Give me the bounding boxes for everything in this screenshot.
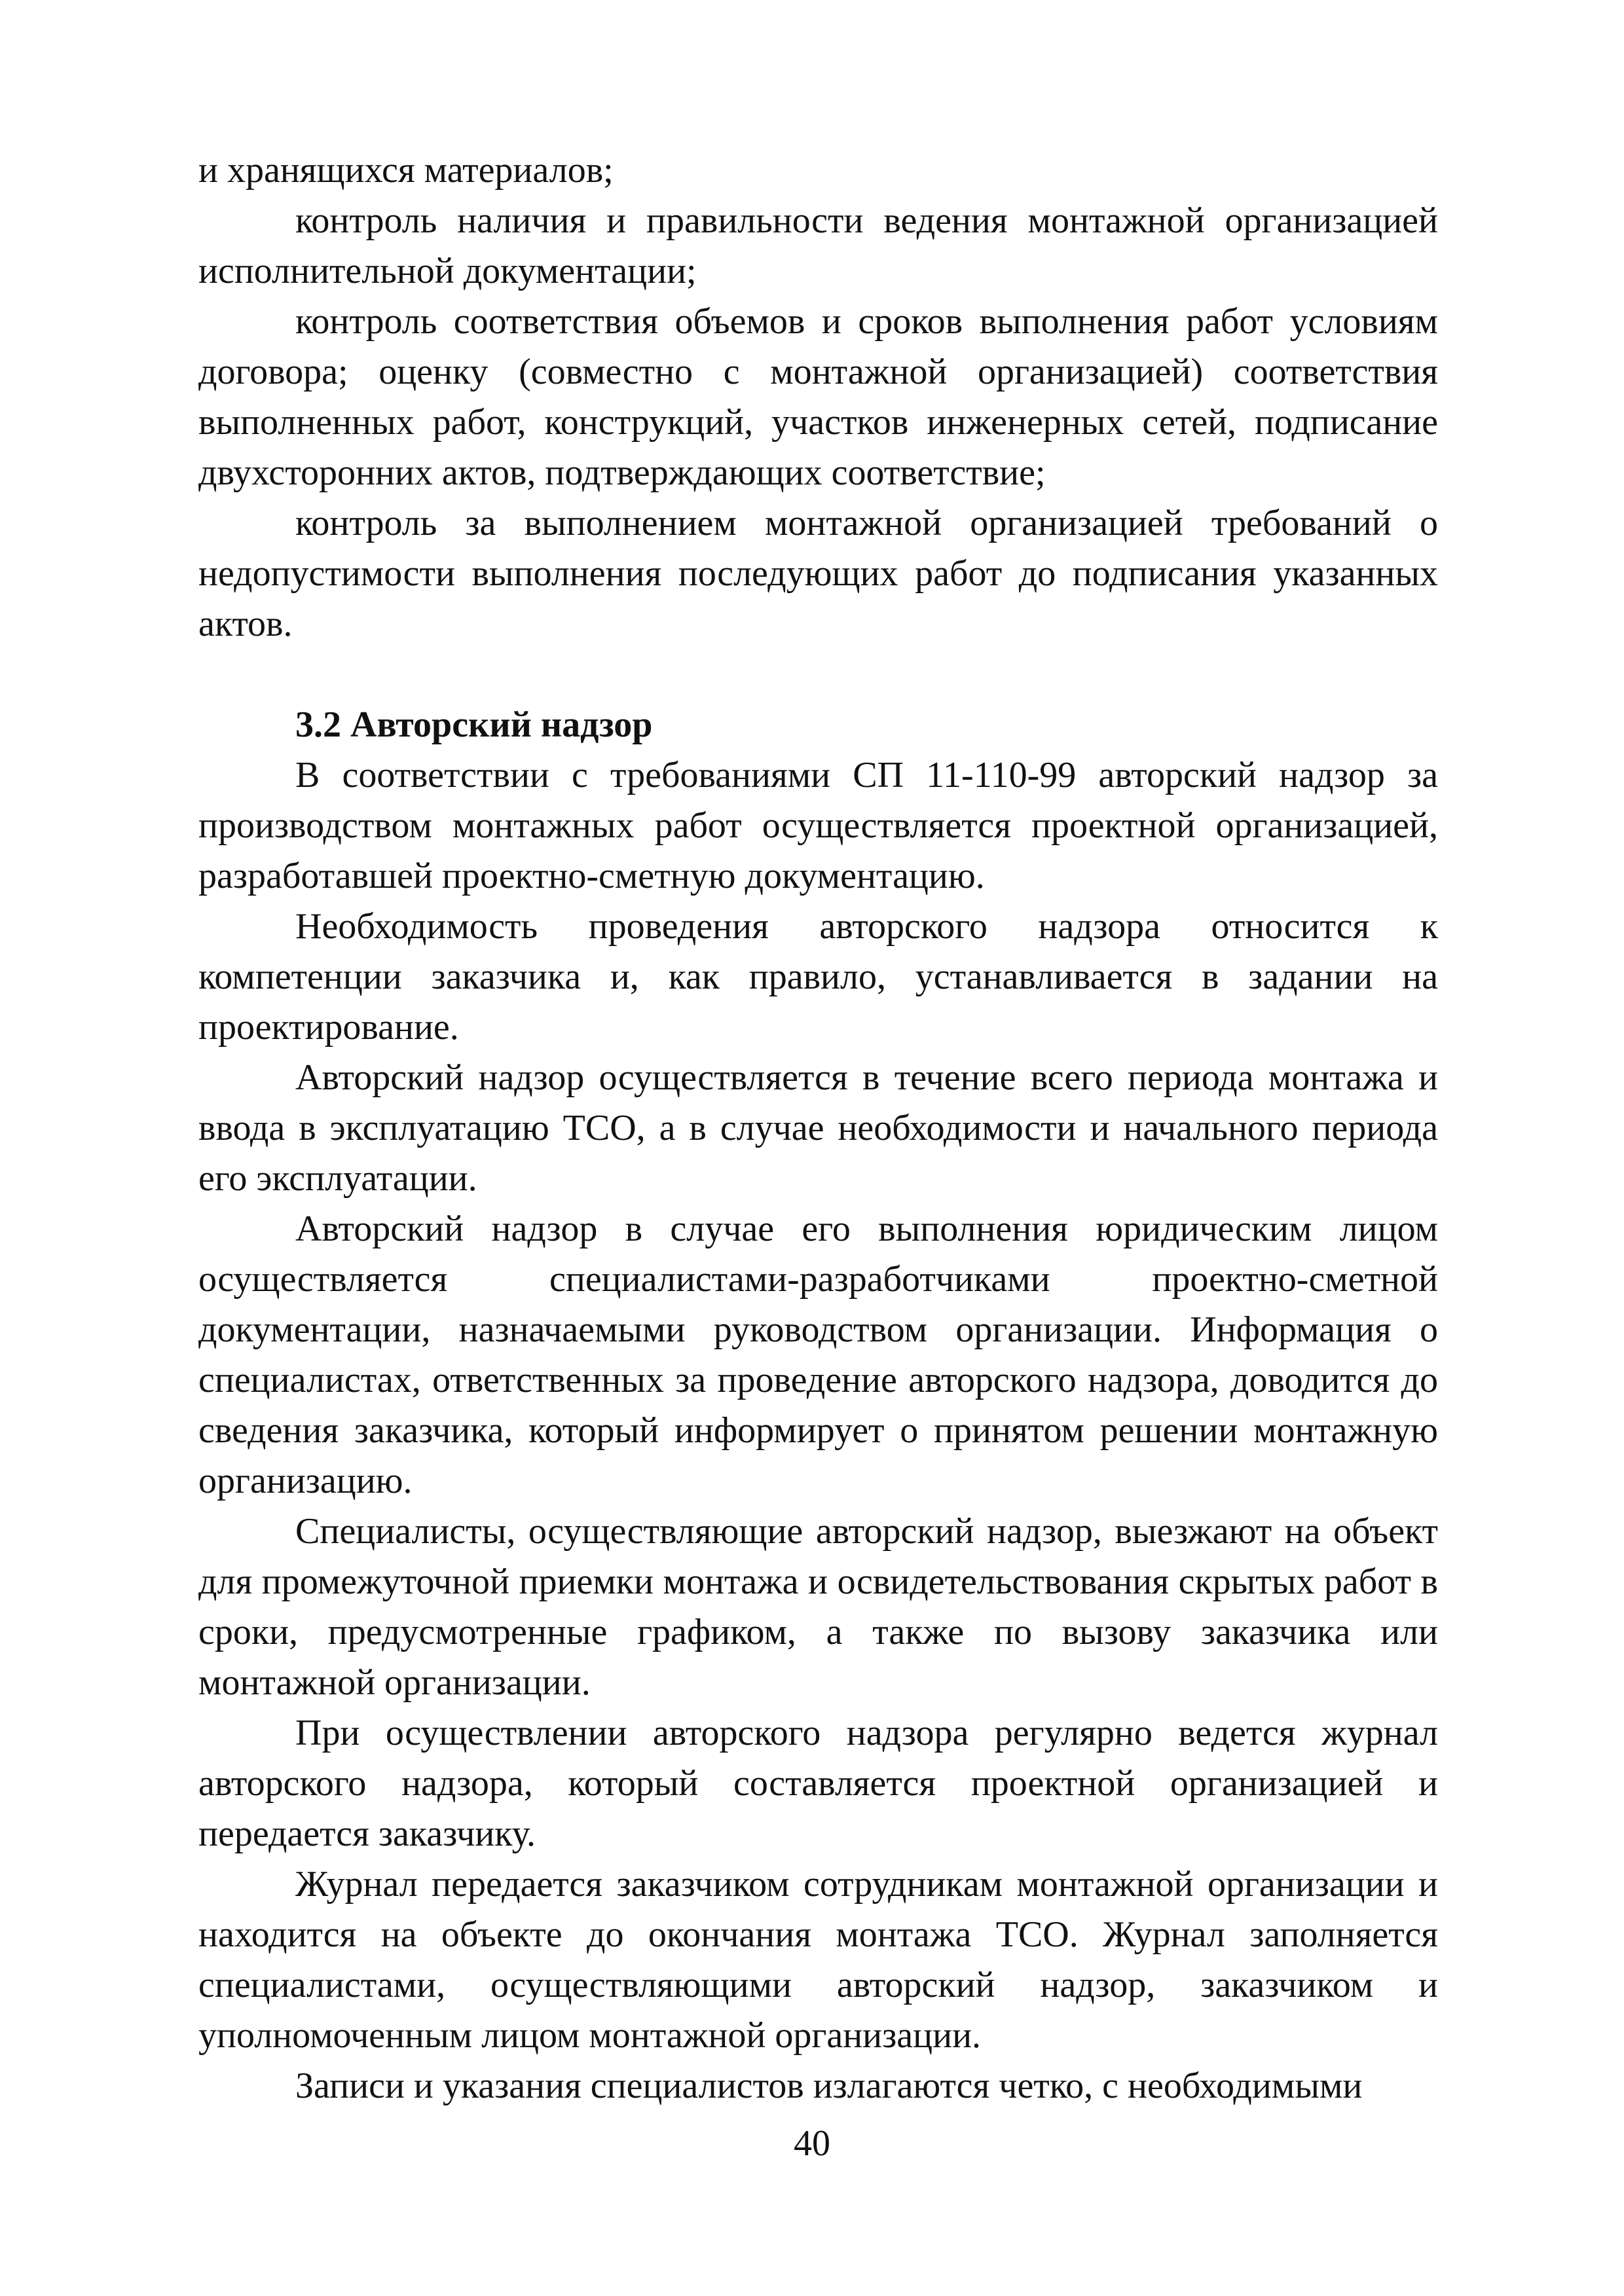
paragraph: Авторский надзор в случае его выполнения юридическим лицом осуществляется специалистами-разработчиками проектно-сметной документации, назначаемыми руководством организации. Информация о специалистах, ответственных за проведение авторского надзора, доводится до сведения заказчика, который информирует о принятом решении монтажную организацию. [198,1209,1438,1501]
paragraph: Журнал передается заказчиком сотрудникам монтажной организации и находится на объекте до окончания монтажа ТСО. Журнал заполняется специалистами, осуществляющими авторский надзор, заказчиком и уполномоченным лицом монтажной организации. [198,1864,1438,2056]
page-number: 40 [794,2123,830,2164]
page-content [198,145,1438,2111]
paragraph: Записи и указания специалистов излагаются четко, с необходимыми [295,2066,1363,2106]
paragraph: контроль соответствия объемов и сроков выполнения работ условиям договора; оценку (совместно с монтажной организацией) соответствия выполненных работ, конструкций, участков инженерных сетей, подписание двухсторонних актов, подтверждающих соответствие; [198,301,1438,493]
paragraph: В соответствии с требованиями СП 11-110-99 авторский надзор за производством монтажных работ осуществляется проектной организацией, разработавшей проектно-сметную документацию. [198,755,1438,896]
paragraph-continuation: и хранящихся материалов; [198,150,614,191]
paragraph: При осуществлении авторского надзора регулярно ведется журнал авторского надзора, который составляется проектной организацией и передается заказчику. [198,1713,1438,1854]
paragraph: Авторский надзор осуществляется в течение всего периода монтажа и ввода в эксплуатацию ТСО, а в случае необходимости и начального периода его эксплуатации. [198,1057,1438,1199]
paragraph: контроль за выполнением монтажной организацией требований о недопустимости выполнения последующих работ до подписания указанных актов. [198,503,1438,644]
paragraph: Необходимость проведения авторского надзора относится к компетенции заказчика и, как правило, устанавливается в задании на проектирование. [198,906,1438,1048]
paragraph: Специалисты, осуществляющие авторский надзор, выезжают на объект для промежуточной приемки монтажа и освидетельствования скрытых работ в сроки, предусмотренные графиком, а также по вызову заказчика или монтажной организации. [198,1511,1438,1703]
paragraph: контроль наличия и правильности ведения монтажной организацией исполнительной документации; [198,200,1438,291]
section-heading: 3.2 Авторский надзор [295,704,653,745]
